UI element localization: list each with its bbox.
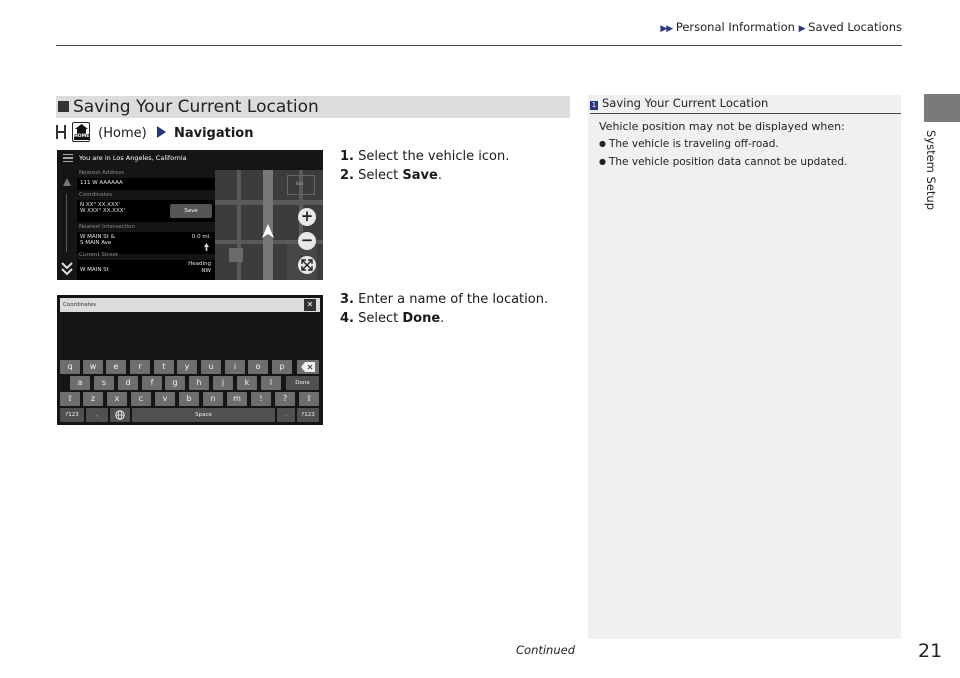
house-icon (75, 124, 88, 134)
coord-line1: N XX° XX.XXX' (80, 202, 120, 208)
arrow-right-icon (157, 126, 166, 138)
shift-right-icon[interactable]: ⇧ (299, 392, 319, 406)
chapter-label (918, 130, 946, 220)
name-input-label: Coordinates (63, 302, 97, 308)
key-v[interactable]: v (155, 392, 175, 406)
key-f[interactable]: f (142, 376, 162, 390)
heading-label: Heading (188, 261, 211, 267)
step-text: Select the vehicle icon. (358, 149, 510, 164)
step-number: 2. (340, 168, 354, 183)
section-header (56, 96, 570, 118)
breadcrumb-arrow-icon: ▶ (798, 24, 805, 34)
key-o[interactable]: o (248, 360, 268, 374)
key-c[interactable]: c (131, 392, 151, 406)
step-text: Select (358, 168, 403, 183)
nearest-address-value[interactable]: 111 W AAAAAA (77, 178, 215, 190)
key-x[interactable]: x (107, 392, 127, 406)
chapter-label-text: System Setup (924, 130, 938, 211)
continued-label: Continued (516, 643, 576, 657)
current-street: W MAIN St (80, 267, 109, 273)
screen-title: You are in Los Angeles, California (79, 154, 187, 162)
key-n[interactable]: n (203, 392, 223, 406)
key-t[interactable]: t (154, 360, 174, 374)
heading-value: NW (201, 268, 211, 274)
key-g[interactable]: g (165, 376, 185, 390)
period-key[interactable]: . (277, 408, 295, 422)
step-keyword: Done (402, 311, 441, 326)
key-s[interactable]: s (94, 376, 114, 390)
nav-path (56, 122, 254, 142)
name-input[interactable] (60, 298, 320, 312)
key-d[interactable]: d (118, 376, 138, 390)
step-1 (340, 149, 509, 164)
space-key[interactable]: Space (132, 408, 275, 422)
scroll-up-icon[interactable] (62, 174, 72, 188)
note-title: Saving Your Current Location (602, 96, 769, 110)
note-panel (588, 95, 901, 639)
map-label: Bus (296, 181, 304, 186)
key-z[interactable]: z (83, 392, 103, 406)
nav-target: Navigation (173, 126, 254, 141)
intersection-line1: W MAIN St & (80, 234, 115, 240)
step-text: Select (358, 311, 403, 326)
step-text-end: . (440, 311, 445, 326)
step-2 (340, 168, 442, 183)
heading-block (188, 261, 211, 275)
step-number: 4. (340, 311, 354, 326)
note-body (599, 118, 847, 171)
note-bullet: ● The vehicle is traveling off-road. (599, 135, 847, 153)
nearest-address-label: Nearest Address (79, 170, 125, 176)
numbers-key-right[interactable]: ?123 (297, 408, 319, 422)
backspace-glyph (301, 362, 315, 372)
intersection-line2: S MAIN Ave (80, 240, 112, 246)
key-j[interactable]: j (213, 376, 233, 390)
key-y[interactable]: y (177, 360, 197, 374)
key-m[interactable]: m (227, 392, 247, 406)
coord-line2: W XXX° XX.XXX' (80, 208, 126, 214)
key-a[interactable]: a (70, 376, 90, 390)
step-3 (340, 292, 548, 307)
step-text: Enter a name of the location. (358, 292, 549, 307)
key-r[interactable]: r (130, 360, 150, 374)
step-4 (340, 311, 444, 326)
section-title: Saving Your Current Location (73, 97, 319, 117)
done-key[interactable]: Done (286, 376, 319, 390)
step-number: 3. (340, 292, 354, 307)
key-p[interactable]: p (272, 360, 292, 374)
note-number-icon: 1 (591, 101, 597, 109)
intersection-block[interactable] (77, 232, 215, 254)
coordinates-label: Coordinates (79, 192, 113, 198)
square-bullet-icon (58, 101, 69, 112)
menu-icon[interactable] (63, 154, 73, 162)
distance: 0.0 mi. (191, 234, 211, 240)
map-block (229, 248, 243, 262)
zoom-in-icon[interactable]: + (298, 208, 316, 226)
key-i[interactable]: i (225, 360, 245, 374)
page-number: 21 (918, 640, 943, 662)
scrollbar[interactable] (66, 194, 67, 252)
vehicle-icon[interactable] (262, 224, 274, 238)
close-icon[interactable]: ✕ (304, 299, 316, 311)
key-k[interactable]: k (237, 376, 257, 390)
key-l[interactable]: l (261, 376, 281, 390)
map-road (237, 170, 241, 280)
breadcrumb-arrow-icon: ▶▶ (660, 24, 673, 34)
key-u[interactable]: u (201, 360, 221, 374)
key-b[interactable]: b (179, 392, 199, 406)
intersection-label: Nearest Intersection (79, 224, 135, 230)
zoom-out-icon[interactable]: − (298, 232, 316, 250)
step-keyword: Save (402, 168, 438, 183)
breadcrumb-part1[interactable]: Personal Information (675, 20, 795, 34)
home-icon-text: HOME (74, 134, 90, 139)
backspace-icon[interactable] (297, 360, 319, 374)
fit-view-glyph (298, 256, 316, 274)
key-exclamation[interactable]: ! (251, 392, 271, 406)
globe-glyph (115, 410, 125, 420)
home-label: (Home) (98, 126, 147, 141)
chapter-tab (924, 94, 960, 122)
current-location-screen (57, 150, 323, 280)
numbers-key-left[interactable]: ?123 (60, 408, 84, 422)
note-bullet: ● The vehicle position data cannot be updated. (599, 153, 847, 171)
key-e[interactable]: e (106, 360, 126, 374)
breadcrumb (0, 20, 902, 34)
current-street-label: Current Street (79, 252, 119, 258)
fit-view-icon[interactable] (298, 256, 316, 274)
direction-arrow-icon (204, 243, 209, 251)
header-divider (56, 45, 902, 46)
step-text-end: . (437, 168, 442, 183)
comma-key[interactable]: , (86, 408, 108, 422)
shift-left-icon[interactable]: ⇧ (60, 392, 80, 406)
save-button[interactable]: Save (170, 204, 212, 218)
globe-icon[interactable] (110, 408, 130, 422)
key-question[interactable]: ? (275, 392, 295, 406)
key-q[interactable]: q (60, 360, 80, 374)
key-w[interactable]: w (83, 360, 103, 374)
h-symbol-icon (56, 125, 66, 139)
step-number: 1. (340, 149, 354, 164)
breadcrumb-part2[interactable]: Saved Locations (808, 20, 902, 34)
scroll-down-icon[interactable] (61, 262, 73, 276)
map-building (287, 175, 315, 195)
note-intro: Vehicle position may not be displayed when: (599, 120, 845, 133)
home-button-icon (72, 122, 90, 142)
current-street-block (77, 260, 215, 280)
key-h[interactable]: h (189, 376, 209, 390)
keyboard-screen (57, 295, 323, 425)
note-header (590, 96, 901, 114)
